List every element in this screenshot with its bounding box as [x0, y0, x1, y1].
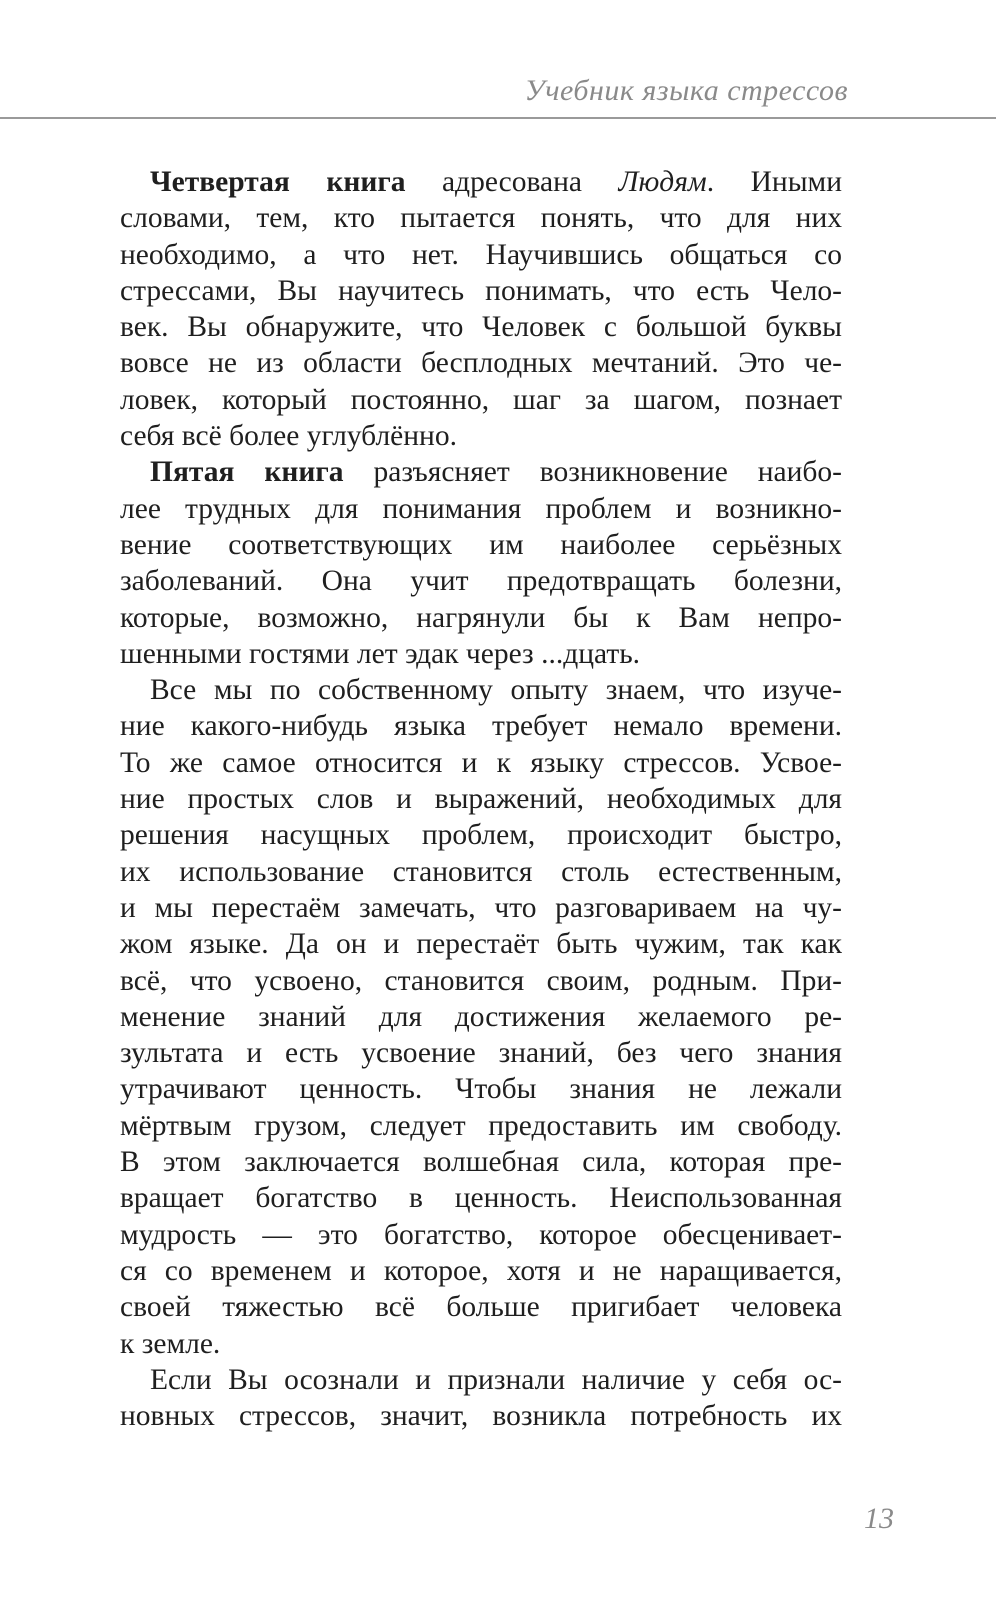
text-line: [120, 309, 842, 345]
text-line: [120, 1035, 842, 1071]
text-run: их использование становится столь естественным,: [120, 855, 842, 888]
text-run: менение знаний для достижения желаемого ре-: [120, 1000, 842, 1033]
text-line: [120, 237, 842, 273]
text-line: [120, 1326, 842, 1362]
text-line: [120, 1071, 842, 1107]
text-line: [120, 1108, 842, 1144]
text-run: к земле.: [120, 1327, 221, 1360]
text-run: разъясняет возникновение наибо-: [343, 456, 843, 489]
text-run: себя всё более углублённо.: [120, 420, 457, 453]
text-line: [120, 418, 842, 454]
text-line: [120, 382, 842, 418]
text-line: [120, 527, 842, 563]
text-line: [120, 454, 842, 490]
text-run: лее трудных для понимания проблем и возникно-: [120, 492, 842, 525]
text-run: которые, возможно, нагрянули бы к Вам непро-: [120, 601, 842, 634]
text-line: [120, 781, 842, 817]
text-line: [120, 491, 842, 527]
paragraph: [120, 164, 842, 454]
paragraph: [120, 1362, 842, 1435]
text-run: вение соответствующих им наиболее серьёзных: [120, 528, 842, 561]
text-run: ловек, который постоянно, шаг за шагом, познает: [120, 383, 842, 416]
text-line: [120, 672, 842, 708]
text-run: зультата и есть усвоение знаний, без чего знания: [120, 1037, 842, 1070]
text-line: [120, 164, 842, 200]
text-run: всё, что усвоено, становится своим, родным. При-: [120, 964, 842, 997]
text-line: [120, 1144, 842, 1180]
text-run: заболеваний. Она учит предотвращать болезни,: [120, 565, 842, 598]
text-run: стрессами, Вы научитесь понимать, что есть Чело-: [120, 274, 842, 307]
text-run: мёртвым грузом, следует предоставить им свободу.: [120, 1109, 842, 1142]
paragraph: [120, 454, 842, 672]
text-line: [120, 1289, 842, 1325]
text-line: [120, 708, 842, 744]
text-line: [120, 999, 842, 1035]
text-run: жом языке. Да он и перестаёт быть чужим, так как: [120, 928, 842, 961]
text-run: утрачивают ценность. Чтобы знания не лежали: [120, 1073, 842, 1106]
text-line: [120, 854, 842, 890]
text-run: Все мы по собственному опыту знаем, что изуче-: [150, 674, 842, 707]
text-run: мудрость — это богатство, которое обесценивает-: [120, 1218, 842, 1251]
text-line: [120, 563, 842, 599]
text-run: вовсе не из области бесплодных мечтаний. Это че-: [120, 347, 842, 380]
text-line: [120, 600, 842, 636]
text-line: [120, 636, 842, 672]
text-line: [120, 200, 842, 236]
text-run: адресована: [405, 166, 619, 198]
bold-term: Четвертая книга: [150, 166, 406, 198]
text-line: [120, 817, 842, 853]
text-line: [120, 345, 842, 381]
text-run: необходимо, а что нет. Научившись общаться со: [120, 238, 842, 271]
text-run: То же самое относится и к языку стрессов. Усвое-: [120, 746, 842, 779]
text-run: . Иными: [706, 166, 842, 198]
text-run: решения насущных проблем, происходит быстро,: [120, 819, 842, 852]
text-line: [120, 745, 842, 781]
text-line: [120, 1180, 842, 1216]
text-line: [120, 1398, 842, 1434]
text-line: [120, 1362, 842, 1398]
text-run: век. Вы обнаружите, что Человек с большой буквы: [120, 311, 842, 344]
text-line: [120, 926, 842, 962]
text-run: В этом заключается волшебная сила, которая пре-: [120, 1146, 842, 1179]
text-line: [120, 1253, 842, 1289]
text-run: ние простых слов и выражений, необходимых для: [120, 783, 842, 816]
text-run: ние какого-нибудь языка требует немало времени.: [120, 710, 842, 743]
text-run: словами, тем, кто пытается понять, что для них: [120, 202, 842, 235]
header-rule: [0, 117, 996, 119]
text-line: [120, 1217, 842, 1253]
paragraph: [120, 672, 842, 1362]
text-line: [120, 963, 842, 999]
text-run: Если Вы осознали и признали наличие у себя ос-: [150, 1363, 842, 1396]
page-number: 13: [864, 1502, 894, 1535]
text-run: своей тяжестью всё больше пригибает человека: [120, 1291, 842, 1324]
text-run: и мы перестаём замечать, что разговариваем на чу-: [120, 891, 842, 924]
running-header-title: Учебник языка стрессов: [524, 74, 848, 107]
text-run: новных стрессов, значит, возникла потребность их: [120, 1400, 842, 1433]
text-line: [120, 273, 842, 309]
text-run: шенными гостями лет эдак через ...дцать.: [120, 637, 641, 670]
bold-term: Пятая книга: [150, 456, 344, 489]
body-text: [120, 164, 842, 1434]
italic-term: Людям: [618, 166, 707, 198]
text-run: ся со временем и которое, хотя и не наращивается,: [120, 1254, 842, 1287]
text-run: вращает богатство в ценность. Неиспользованная: [120, 1182, 842, 1215]
text-line: [120, 890, 842, 926]
